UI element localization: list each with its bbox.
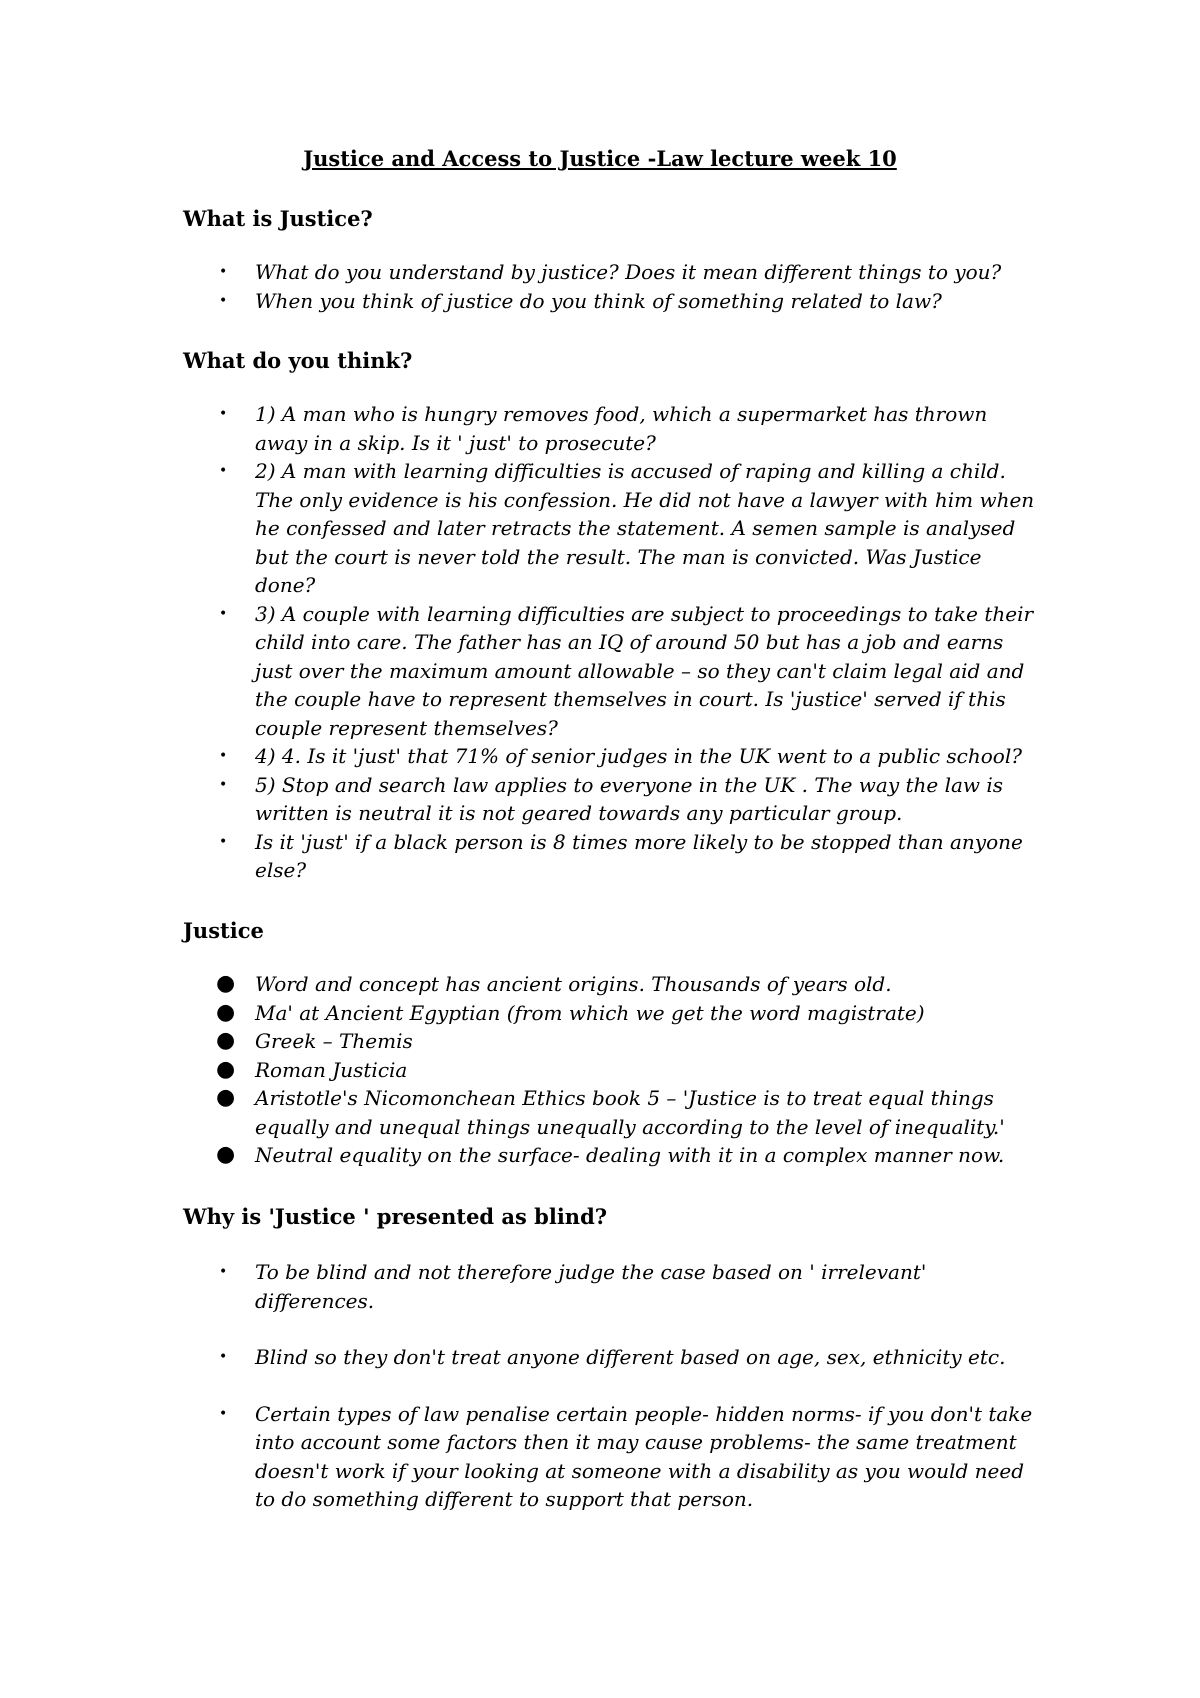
bullet-icon: • [219,605,228,622]
bullet-icon: ● [216,1142,236,1167]
bullet-icon: • [219,264,228,280]
list-item-text: Greek – Themis [255,1029,413,1053]
list-item-text: Aristotle's Nicomonchean Ethics book 5 – 'Justice is to treat equal things equally and unequal things unequally according to the level of inequality.' [255,1086,1005,1139]
heading-what-is-justice: What is Justice? [183,206,373,231]
heading-justice: Justice [183,918,264,943]
bullet-icon: ● [216,1085,236,1110]
bullet-icon: • [219,776,228,793]
list-what-is-justice [0,258,1200,315]
list-item [0,1084,1035,1141]
list-item [0,828,1035,885]
list-item-text: Is it 'just' if a black person is 8 times more likely to be stopped than anyone else? [255,829,1023,882]
list-item [0,1400,1035,1514]
list-item-text: 2) A man with learning difficulties is accused of raping and killing a child. The only evidence is his confession. He did not have a lawyer with him when he confessed and later retracts the statement. A semen sample is analysed but the court is never told the result. The man is convicted. Was Justice done? [255,459,1035,597]
list-item [0,1258,1035,1315]
list-item-text: Word and concept has ancient origins. Thousands of years old. [255,972,892,996]
list-item-text: 5) Stop and search law applies to everyone in the UK . The way the law is written is neutral it is not geared towards any particular group. [255,772,1004,825]
list-item [0,600,1035,743]
list-item [0,258,1035,287]
bullet-icon: • [219,1264,228,1280]
list-item-text: When you think of justice do you think of something related to law? [255,288,942,313]
list-item-text: 4) 4. Is it 'just' that 71% of senior judges in the UK went to a public school? [255,744,1022,768]
list-what-do-you-think [0,400,1200,885]
list-item [0,457,1035,600]
list-item-text: 1) A man who is hungry removes food, which a supermarket has thrown away in a skip. Is it ' just' to prosecute? [255,402,988,455]
list-item [0,999,1035,1028]
list-item-text: Certain types of law penalise certain people- hidden norms- if you don't take into account some factors then it may cause problems- the same treatment doesn't work if your looking at someone with a disability as you would need to do something different to support that person. [255,1401,1033,1511]
list-item [0,287,1035,316]
bullet-icon: • [219,406,228,422]
document-title: Justice and Access to Justice -Law lecture week 10 [303,146,897,171]
bullet-icon: • [219,748,228,764]
list-item-text: What do you understand by justice? Does it mean different things to you? [255,260,1002,284]
list-item [0,1056,1035,1085]
list-item-text: To be blind and not therefore judge the case based on ' irrelevant' differences. [255,1260,927,1313]
list-item [0,1343,1035,1372]
bullet-icon: • [219,1349,228,1365]
bullet-icon: • [219,833,228,850]
bullet-icon: ● [216,999,236,1025]
bullet-icon: • [219,1405,228,1422]
bullet-icon: ● [216,971,236,996]
list-item-text: 3) A couple with learning difficulties are subject to proceedings to take their child into care. The father has an IQ of around 50 but has a job and earns just over the maximum amount allowable – so they can't claim legal aid and the couple have to represent themselves in court. Is 'justice' served if this couple represent themselves? [255,601,1034,740]
list-item [0,970,1035,999]
list-item [0,400,1035,457]
list-item [0,771,1035,828]
heading-why-justice-blind: Why is 'Justice ' presented as blind? [183,1204,608,1229]
heading-what-do-you-think: What do you think? [183,348,413,373]
list-why-justice-blind [0,1258,1200,1514]
list-item-text: Ma' at Ancient Egyptian (from which we get the word magistrate) [255,1000,925,1025]
bullet-icon: • [219,292,228,309]
list-item-text: Neutral equality on the surface- dealing with it in a complex manner now. [255,1143,1005,1167]
list-justice [0,970,1200,1170]
list-item [0,1027,1035,1056]
list-item-text: Roman Justicia [255,1057,408,1082]
list-item [0,742,1035,771]
bullet-icon: • [219,463,228,479]
list-item-text: Blind so they don't treat anyone different based on age, sex, ethnicity etc. [255,1345,1006,1369]
bullet-icon: ● [216,1056,236,1082]
list-item [0,1141,1035,1170]
bullet-icon: ● [216,1028,236,1053]
